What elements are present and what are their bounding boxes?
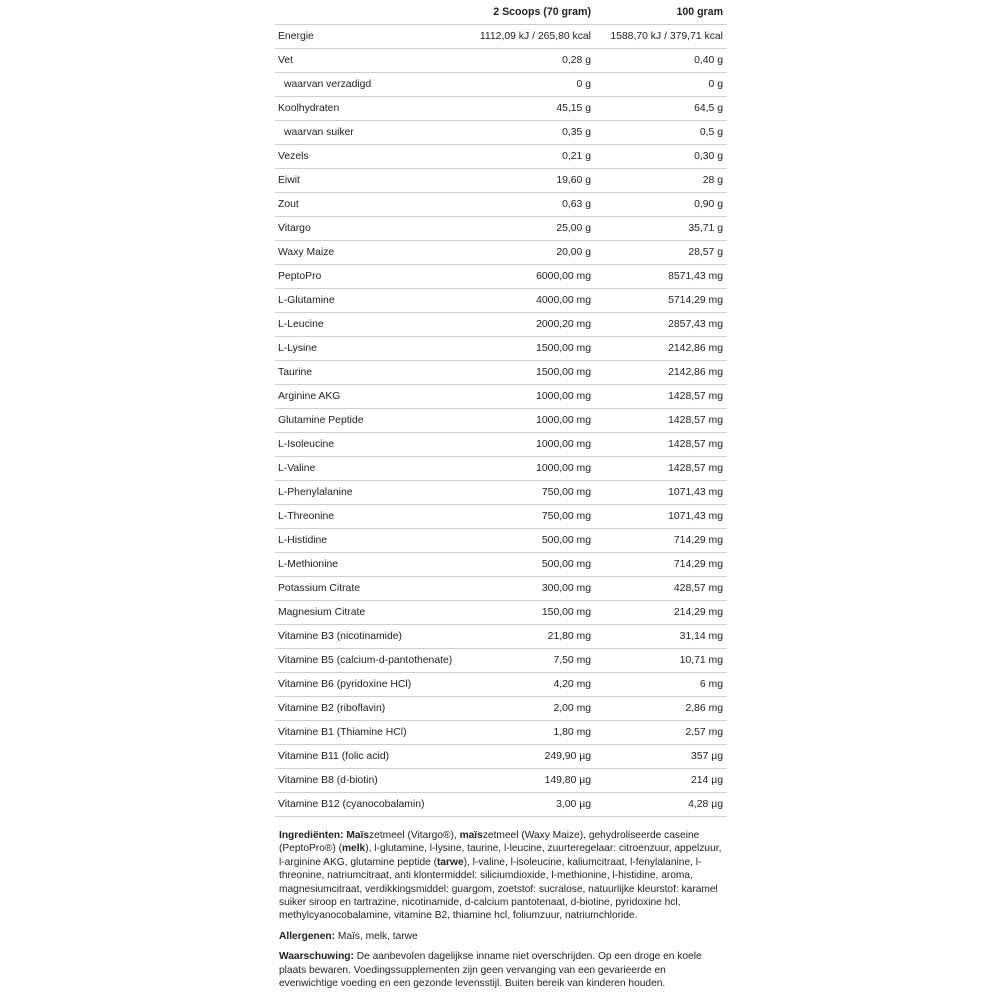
- ingredients-segment: tarwe: [437, 856, 464, 868]
- table-row: [275, 49, 727, 73]
- nutrient-name: PeptoPro: [275, 265, 465, 289]
- serving-value: 1,80 mg: [465, 721, 595, 745]
- per-100g-value: 0,5 g: [595, 121, 727, 145]
- per-100g-value: 64,5 g: [595, 97, 727, 121]
- nutrient-name: L-Histidine: [275, 529, 465, 553]
- nutrient-name: L-Lysine: [275, 337, 465, 361]
- nutrient-name: Koolhydraten: [275, 97, 465, 121]
- nutrient-name: Vitamine B6 (pyridoxine HCl): [275, 673, 465, 697]
- serving-value: 1112,09 kJ / 265,80 kcal: [465, 25, 595, 49]
- nutrient-name: Vezels: [275, 145, 465, 169]
- per-100g-value: 714,29 mg: [595, 529, 727, 553]
- per-100g-value: 1071,43 mg: [595, 481, 727, 505]
- nutrient-name: Waxy Maize: [275, 241, 465, 265]
- table-row: [275, 433, 727, 457]
- table-row: [275, 601, 727, 625]
- serving-value: 300,00 mg: [465, 577, 595, 601]
- serving-value: 750,00 mg: [465, 505, 595, 529]
- nutrient-name: L-Threonine: [275, 505, 465, 529]
- table-row: [275, 553, 727, 577]
- serving-value: 3,00 µg: [465, 793, 595, 817]
- per-100g-value: 214,29 mg: [595, 601, 727, 625]
- nutrient-name: Vitamine B1 (Thiamine HCl): [275, 721, 465, 745]
- serving-value: 0,35 g: [465, 121, 595, 145]
- per-100g-value: 1428,57 mg: [595, 457, 727, 481]
- table-row: [275, 457, 727, 481]
- nutrient-name: Vitamine B5 (calcium-d-pantothenate): [275, 649, 465, 673]
- table-row: [275, 625, 727, 649]
- per-100g-value: 4,28 µg: [595, 793, 727, 817]
- per-100g-value: 5714,29 mg: [595, 289, 727, 313]
- serving-value: 20,00 g: [465, 241, 595, 265]
- serving-value: 0,21 g: [465, 145, 595, 169]
- serving-value: 750,00 mg: [465, 481, 595, 505]
- table-row: [275, 385, 727, 409]
- table-row: [275, 289, 727, 313]
- table-row: [275, 121, 727, 145]
- ingredients-label: Ingrediënten:: [279, 830, 347, 841]
- nutrient-name: waarvan suiker: [275, 121, 465, 145]
- serving-value: 4,20 mg: [465, 673, 595, 697]
- serving-value: 4000,00 mg: [465, 289, 595, 313]
- serving-value: 0,28 g: [465, 49, 595, 73]
- per-100g-value: 0,30 g: [595, 145, 727, 169]
- ingredients-segment: maïs: [459, 830, 483, 841]
- per-100g-value: 35,71 g: [595, 217, 727, 241]
- nutrient-name: L-Valine: [275, 457, 465, 481]
- per-100g-value: 1428,57 mg: [595, 385, 727, 409]
- serving-value: 19,60 g: [465, 169, 595, 193]
- per-100g-value: 28,57 g: [595, 241, 727, 265]
- ingredients-segment: melk: [342, 843, 366, 855]
- table-header-row: [275, 0, 727, 25]
- serving-value: 2000,20 mg: [465, 313, 595, 337]
- nutrition-table: [275, 0, 727, 817]
- nutrient-name: Zout: [275, 193, 465, 217]
- ingredients-segment: ), l-glutamine, l-lysine, taurine, l-leucine, zuurteregelaar: citroenzuur, appelzuur, l-arginine AKG, glutamine peptide (: [279, 843, 722, 868]
- per-100g-value: 1428,57 mg: [595, 433, 727, 457]
- nutrient-name: Vitamine B11 (folic acid): [275, 745, 465, 769]
- serving-value: 500,00 mg: [465, 553, 595, 577]
- per-100g-value: 0,90 g: [595, 193, 727, 217]
- nutrient-name: Potassium Citrate: [275, 577, 465, 601]
- per-100g-value: 28 g: [595, 169, 727, 193]
- nutrient-name: Vitamine B8 (d-biotin): [275, 769, 465, 793]
- nutrient-name: L-Isoleucine: [275, 433, 465, 457]
- header-nutrient: [275, 0, 465, 25]
- nutrient-name: Vitamine B3 (nicotinamide): [275, 625, 465, 649]
- per-100g-value: 1071,43 mg: [595, 505, 727, 529]
- nutrient-name: Vitargo: [275, 217, 465, 241]
- nutrient-name: Taurine: [275, 361, 465, 385]
- table-row: [275, 169, 727, 193]
- header-serving: 2 Scoops (70 gram): [493, 6, 591, 18]
- ingredients-segment: zetmeel (Waxy Maize), gehydroliseerde caseine (PeptoPro®) (: [279, 830, 700, 855]
- per-100g-value: 2142,86 mg: [595, 361, 727, 385]
- nutrient-name: Vitamine B2 (riboflavin): [275, 697, 465, 721]
- table-row: [275, 505, 727, 529]
- table-row: [275, 673, 727, 697]
- table-row: [275, 193, 727, 217]
- nutrient-name: Energie: [275, 25, 465, 49]
- nutrient-name: L-Glutamine: [275, 289, 465, 313]
- per-100g-value: 0,40 g: [595, 49, 727, 73]
- serving-value: 2,00 mg: [465, 697, 595, 721]
- allergens-value: Maïs, melk, tarwe: [335, 930, 418, 942]
- nutrient-name: waarvan verzadigd: [275, 73, 465, 97]
- per-100g-value: 31,14 mg: [595, 625, 727, 649]
- table-row: [275, 577, 727, 601]
- serving-value: 6000,00 mg: [465, 265, 595, 289]
- per-100g-value: 214 µg: [595, 769, 727, 793]
- serving-value: 1500,00 mg: [465, 337, 595, 361]
- nutrient-name: L-Phenylalanine: [275, 481, 465, 505]
- table-row: [275, 73, 727, 97]
- table-row: [275, 481, 727, 505]
- serving-value: 1000,00 mg: [465, 433, 595, 457]
- serving-value: 0 g: [465, 73, 595, 97]
- serving-value: 150,00 mg: [465, 601, 595, 625]
- per-100g-value: 357 µg: [595, 745, 727, 769]
- nutrient-name: Vet: [275, 49, 465, 73]
- table-row: [275, 409, 727, 433]
- serving-value: 21,80 mg: [465, 625, 595, 649]
- table-row: [275, 721, 727, 745]
- table-row: [275, 337, 727, 361]
- allergens-text: [279, 930, 723, 943]
- serving-value: 25,00 g: [465, 217, 595, 241]
- per-100g-value: 428,57 mg: [595, 577, 727, 601]
- per-100g-value: 2,57 mg: [595, 721, 727, 745]
- table-row: [275, 97, 727, 121]
- header-per-100g: 100 gram: [676, 6, 723, 18]
- serving-value: 0,63 g: [465, 193, 595, 217]
- table-row: [275, 697, 727, 721]
- warning-value: De aanbevolen dagelijkse inname niet overschrijden. Op een droge en koele plaats bewaren. Voedingssupplementen zijn geen vervanging van een gevarieerde en evenwichtige voeding en een gezonde levensstijl. Buiten bereik van kinderen houden.: [279, 951, 702, 990]
- warning-label: Waarschuwing:: [279, 951, 354, 963]
- per-100g-value: 1588,70 kJ / 379,71 kcal: [595, 25, 727, 49]
- table-body: [275, 25, 727, 817]
- nutrient-name: Magnesium Citrate: [275, 601, 465, 625]
- table-row: [275, 649, 727, 673]
- table-row: [275, 241, 727, 265]
- serving-value: 1000,00 mg: [465, 409, 595, 433]
- per-100g-value: 2857,43 mg: [595, 313, 727, 337]
- serving-value: 1500,00 mg: [465, 361, 595, 385]
- table-row: [275, 313, 727, 337]
- table-row: [275, 793, 727, 817]
- serving-value: 500,00 mg: [465, 529, 595, 553]
- serving-value: 1000,00 mg: [465, 457, 595, 481]
- per-100g-value: 714,29 mg: [595, 553, 727, 577]
- serving-value: 149,80 µg: [465, 769, 595, 793]
- product-info: [275, 817, 727, 990]
- serving-value: 1000,00 mg: [465, 385, 595, 409]
- nutrient-name: Glutamine Peptide: [275, 409, 465, 433]
- per-100g-value: 6 mg: [595, 673, 727, 697]
- ingredients-segment: zetmeel (Vitargo®),: [369, 830, 460, 841]
- nutrient-name: Eiwit: [275, 169, 465, 193]
- table-row: [275, 217, 727, 241]
- per-100g-value: 10,71 mg: [595, 649, 727, 673]
- nutrition-panel: [275, 0, 727, 997]
- per-100g-value: 2,86 mg: [595, 697, 727, 721]
- nutrient-name: L-Methionine: [275, 553, 465, 577]
- table-row: [275, 529, 727, 553]
- allergens-label: Allergenen:: [279, 930, 336, 942]
- serving-value: 45,15 g: [465, 97, 595, 121]
- ingredients-text: [279, 829, 723, 923]
- per-100g-value: 8571,43 mg: [595, 265, 727, 289]
- table-row: [275, 25, 727, 49]
- table-row: [275, 745, 727, 769]
- warning-text: [279, 950, 723, 990]
- table-row: [275, 265, 727, 289]
- ingredients-segment: Maïs: [346, 830, 370, 841]
- nutrient-name: Arginine AKG: [275, 385, 465, 409]
- nutrient-name: Vitamine B12 (cyanocobalamin): [275, 793, 465, 817]
- per-100g-value: 0 g: [595, 73, 727, 97]
- nutrient-name: L-Leucine: [275, 313, 465, 337]
- table-row: [275, 145, 727, 169]
- serving-value: 249,90 µg: [465, 745, 595, 769]
- serving-value: 7,50 mg: [465, 649, 595, 673]
- per-100g-value: 1428,57 mg: [595, 409, 727, 433]
- table-row: [275, 769, 727, 793]
- table-row: [275, 361, 727, 385]
- per-100g-value: 2142,86 mg: [595, 337, 727, 361]
- ingredients-segment: ), l-valine, l-isoleucine, kaliumcitraat, l-fenylalanine, l-threonine, natriumcitraat, anti klontermiddel: siliciumdioxide, l-methionine, l-histidine, aroma, magnesiumcitraat, verdikkingsmiddel: guargom, zoetstof: sucralose, natuurlijke kleurstof: karamel suiker siroop en tartrazine, nicotinamide, d-calcium pantotenaat, d-biotine, pyridoxine hcl, methylcyanocobalamine, vitamine B2, thiamine hcl, foliumzuur, natriumchloride.: [279, 856, 718, 922]
